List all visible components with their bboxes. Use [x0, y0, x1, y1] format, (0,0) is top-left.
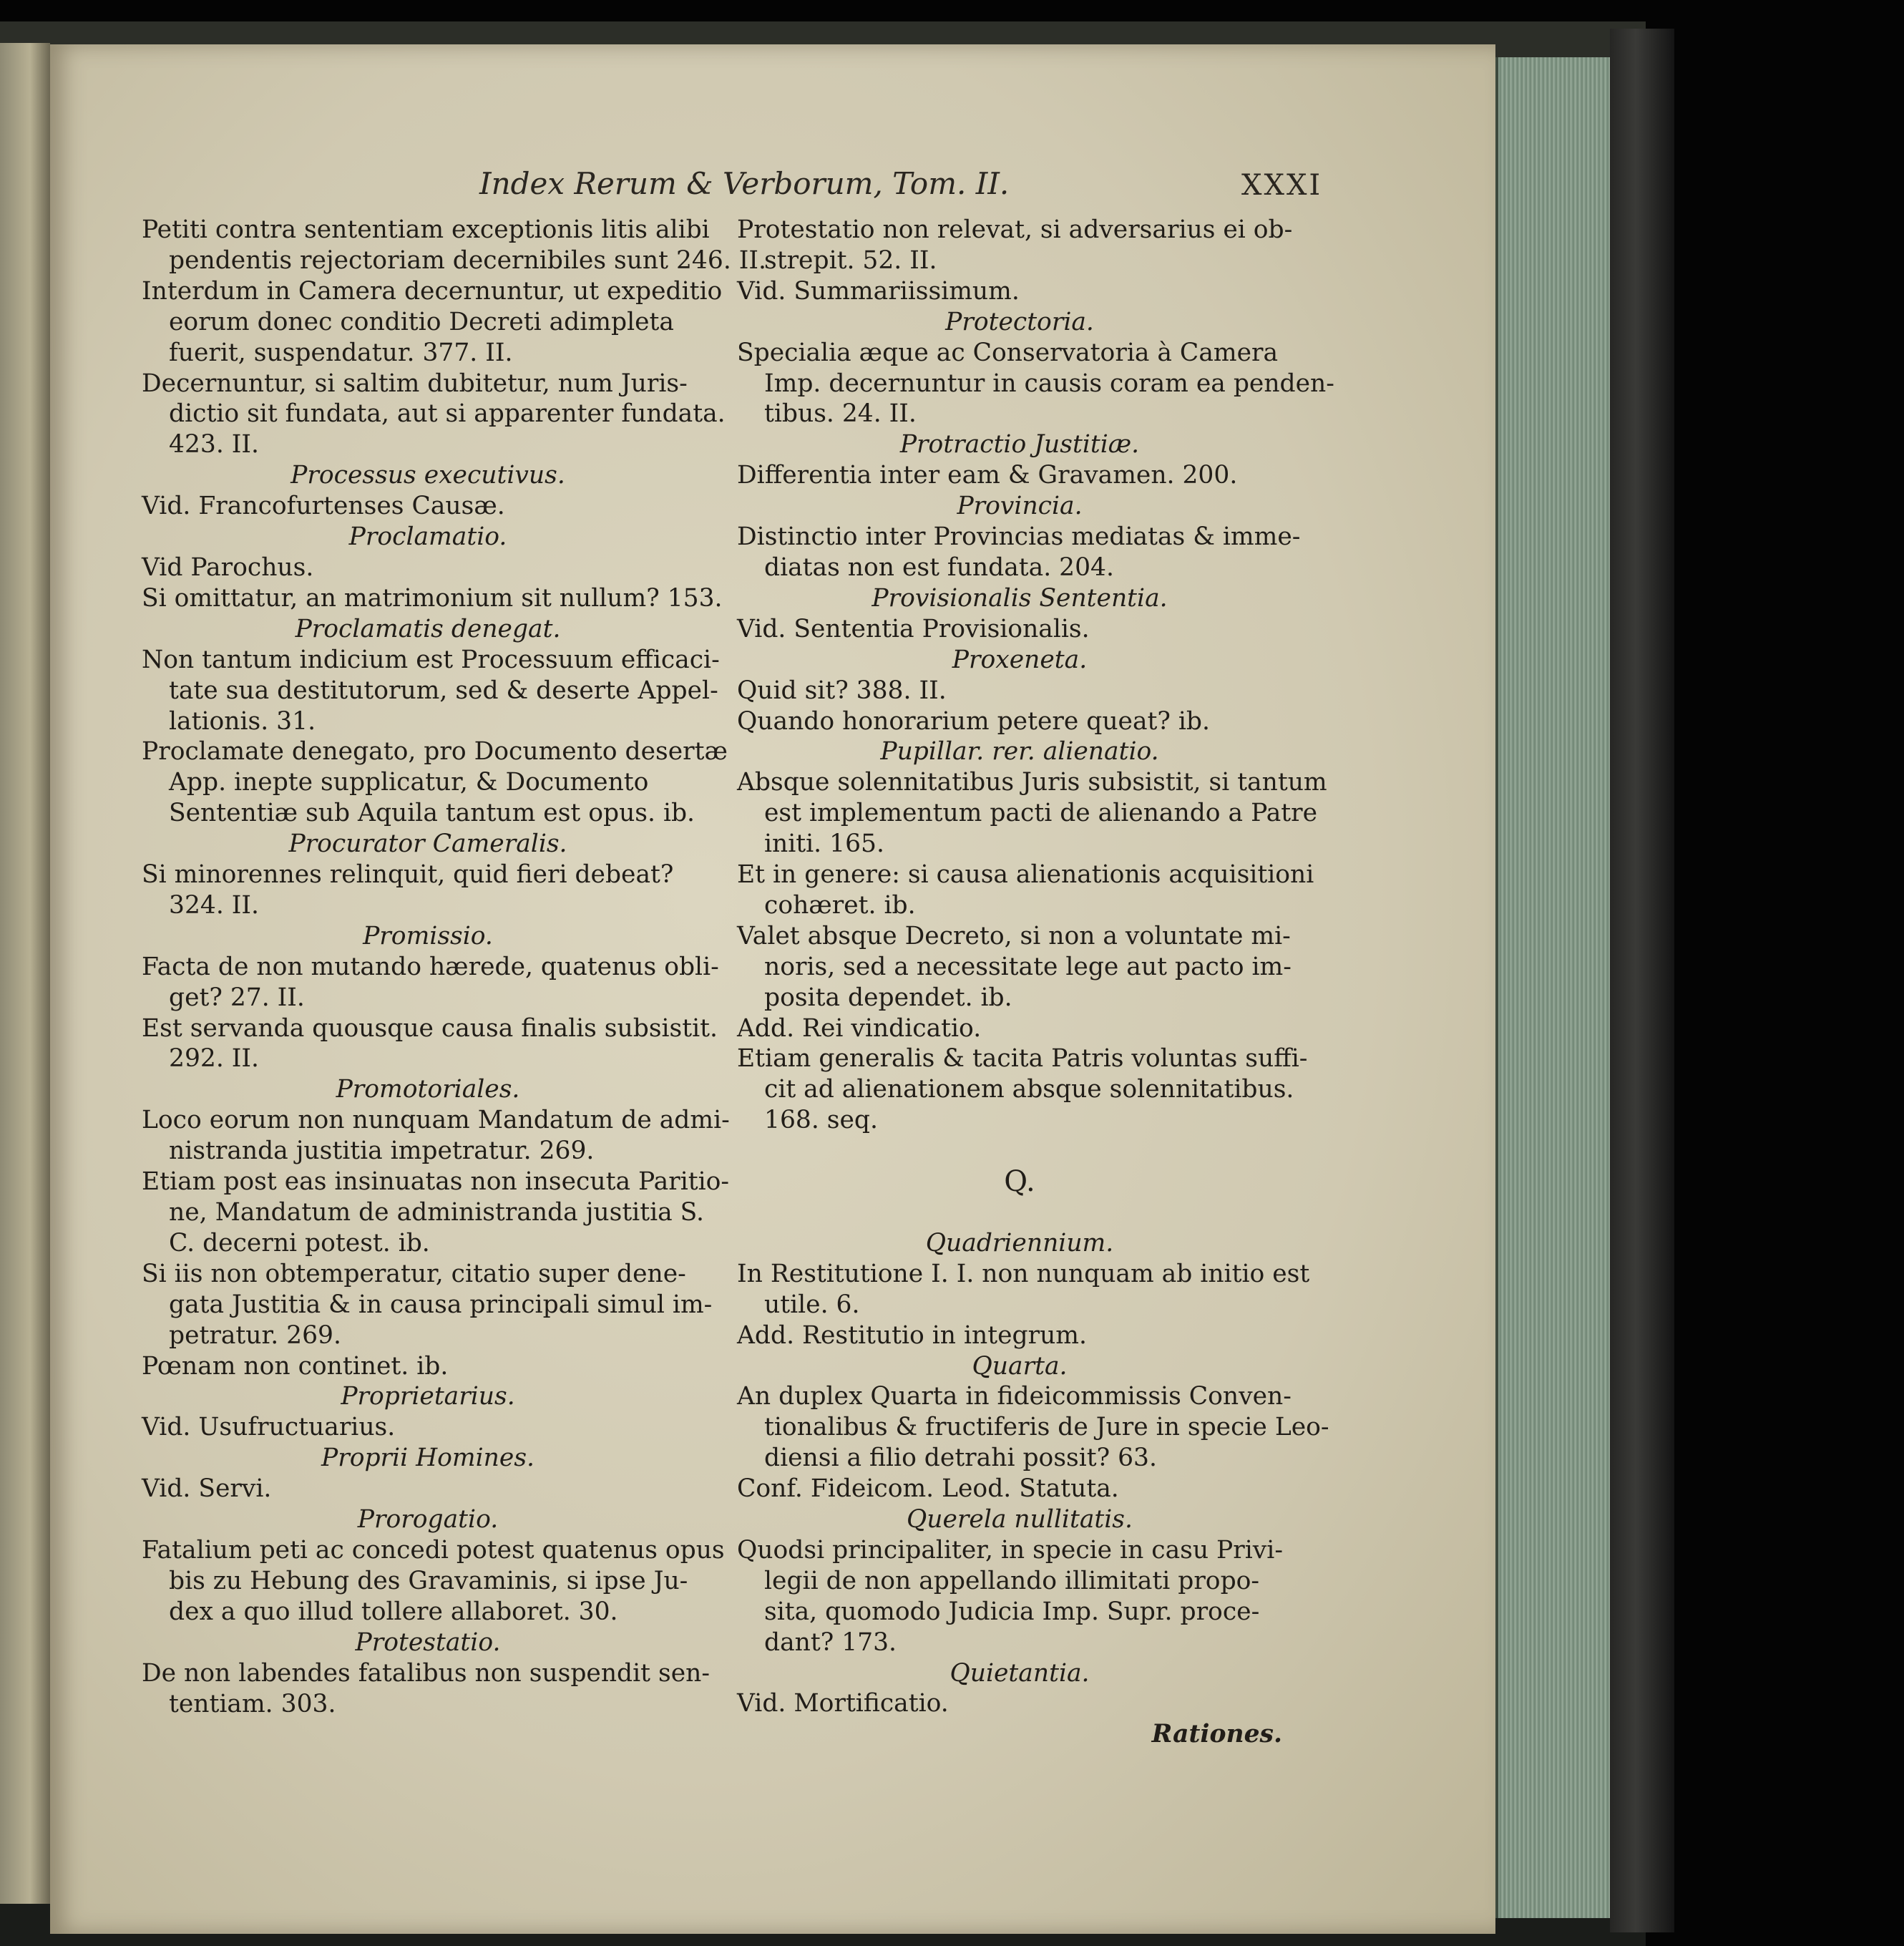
- index-heading: Proprietarius.: [341, 1382, 515, 1411]
- entry-line: Add. Rei vindicatio.: [737, 1013, 982, 1043]
- entry-continuation: legii de non appellando illimitati propo-: [764, 1566, 1260, 1595]
- entry-continuation: sita, quomodo Judicia Imp. Supr. proce-: [764, 1597, 1260, 1626]
- entry-line: Vid. Servi.: [142, 1474, 272, 1504]
- entry-continuation: get? 27. II.: [169, 983, 305, 1012]
- section-letter: Q.: [1004, 1165, 1035, 1199]
- entry-continuation: 168. seq.: [764, 1106, 878, 1135]
- entry-line: Pœnam non continet. ib.: [142, 1351, 449, 1381]
- index-heading: Promissio.: [363, 921, 493, 950]
- entry-continuation: 292. II.: [169, 1044, 260, 1074]
- entry-line: Quodsi principaliter, in specie in casu Privi-: [737, 1535, 1283, 1565]
- entry-line: Vid Parochus.: [142, 553, 314, 582]
- entry-continuation: posita dependet. ib.: [764, 983, 1012, 1012]
- entry-continuation: fuerit, suspendatur. 377. II.: [169, 338, 513, 367]
- index-heading: Processus executivus.: [291, 461, 565, 490]
- entry-line: Etiam generalis & tacita Patris voluntas suffi-: [737, 1044, 1308, 1074]
- entry-line: Vid. Mortificatio.: [737, 1689, 949, 1718]
- index-heading: Proxeneta.: [952, 645, 1088, 674]
- entry-continuation: tibus. 24. II.: [764, 399, 917, 429]
- entry-continuation: bis zu Hebung des Gravaminis, si ipse Ju-: [169, 1566, 688, 1595]
- entry-continuation: App. inepte supplicatur, & Documento: [169, 768, 649, 797]
- entry-line: Valet absque Decreto, si non a voluntate mi-: [737, 921, 1291, 950]
- entry-continuation: nistranda justitia impetratur. 269.: [169, 1137, 595, 1166]
- entry-continuation: noris, sed a necessitate lege aut pacto im-: [764, 952, 1292, 981]
- page-number: XXXI: [1241, 169, 1323, 202]
- entry-continuation: Sententiæ sub Aquila tantum est opus. ib.: [169, 799, 695, 828]
- index-heading: Pupillar. rer. alienatio.: [880, 737, 1159, 767]
- entry-line: Vid. Sententia Provisionalis.: [737, 614, 1090, 643]
- page-block-edge: [1495, 57, 1613, 1918]
- index-heading: Protractio Justitiæ.: [899, 430, 1140, 459]
- entry-continuation: petratur. 269.: [169, 1320, 341, 1350]
- entry-continuation: gata Justitia & in causa principali simul im-: [169, 1290, 713, 1319]
- entry-continuation: tentiam. 303.: [169, 1689, 336, 1718]
- entry-line: Etiam post eas insinuatas non insecuta Paritio-: [142, 1167, 730, 1197]
- entry-line: Vid. Francofurtenses Causæ.: [142, 492, 505, 521]
- entry-line: Conf. Fideicom. Leod. Statuta.: [737, 1474, 1119, 1504]
- entry-continuation: pendentis rejectoriam decernibiles sunt 246. II.: [169, 245, 766, 275]
- entry-line: Vid. Summariissimum.: [737, 276, 1020, 306]
- index-heading: Provisionalis Sententia.: [872, 583, 1168, 613]
- catchword: Rationes.: [1151, 1720, 1282, 1749]
- entry-line: De non labendes fatalibus non suspendit sen-: [142, 1658, 711, 1688]
- index-heading: Provincia.: [957, 492, 1083, 521]
- entry-continuation: utile. 6.: [764, 1290, 860, 1319]
- book-spine: [1610, 29, 1674, 1932]
- entry-continuation: diatas non est fundata. 204.: [764, 553, 1114, 582]
- entry-line: Si iis non obtemperatur, citatio super dene-: [142, 1259, 686, 1288]
- entry-line: In Restitutione I. I. non nunquam ab initio est: [737, 1259, 1310, 1288]
- entry-line: Differentia inter eam & Gravamen. 200.: [737, 461, 1238, 490]
- entry-line: Proclamate denegato, pro Documento desertæ: [142, 737, 728, 767]
- entry-line: Fatalium peti ac concedi potest quatenus opus: [142, 1535, 725, 1565]
- entry-continuation: ne, Mandatum de administranda justitia S.: [169, 1198, 705, 1227]
- entry-line: Si omittatur, an matrimonium sit nullum? 153.: [142, 583, 723, 613]
- entry-line: Quando honorarium petere queat? ib.: [737, 706, 1210, 736]
- index-heading: Quietantia.: [949, 1658, 1090, 1688]
- entry-line: Et in genere: si causa alienationis acquisitioni: [737, 860, 1314, 890]
- index-heading: Proclamatio.: [348, 522, 507, 552]
- facing-page-edge: [0, 43, 50, 1904]
- index-heading: Quadriennium.: [925, 1228, 1114, 1257]
- entry-line: Facta de non mutando hærede, quatenus obli-: [142, 952, 719, 981]
- entry-line: Interdum in Camera decernuntur, ut expeditio: [142, 276, 723, 306]
- index-heading: Procurator Cameralis.: [288, 830, 567, 859]
- entry-line: Distinctio inter Provincias mediatas & imme-: [737, 522, 1301, 552]
- left-column: [142, 215, 766, 1719]
- entry-line: Protestatio non relevat, si adversarius ei ob-: [737, 215, 1293, 244]
- entry-line: An duplex Quarta in fideicommissis Conven-: [737, 1382, 1292, 1411]
- entry-continuation: eorum donec conditio Decreti adimpleta: [169, 307, 674, 336]
- entry-line: Absque solennitatibus Juris subsistit, si tantum: [737, 768, 1327, 797]
- entry-line: Specialia æque ac Conservatoria à Camera: [737, 338, 1279, 367]
- entry-line: Si minorennes relinquit, quid fieri debeat?: [142, 860, 674, 890]
- entry-line: Decernuntur, si saltim dubitetur, num Juris-: [142, 369, 688, 398]
- entry-continuation: cit ad alienationem absque solennitatibus.: [764, 1075, 1294, 1104]
- index-heading: Querela nullitatis.: [907, 1505, 1133, 1534]
- entry-continuation: dant? 173.: [764, 1628, 897, 1657]
- entry-continuation: Imp. decernuntur in causis coram ea penden-: [764, 369, 1334, 398]
- entry-continuation: dex a quo illud tollere allaboret. 30.: [169, 1597, 618, 1626]
- entry-continuation: diensi a filio detrahi possit? 63.: [764, 1444, 1157, 1473]
- entry-line: Vid. Usufructuarius.: [142, 1413, 396, 1442]
- right-column: [737, 215, 1334, 1750]
- index-heading: Promotoriales.: [336, 1075, 520, 1104]
- entry-continuation: est implementum pacti de alienando a Patre: [764, 799, 1318, 828]
- entry-continuation: lationis. 31.: [169, 706, 316, 736]
- entry-line: Quid sit? 388. II.: [737, 676, 947, 705]
- spacer: [737, 1197, 1302, 1228]
- index-heading: Quarta.: [972, 1351, 1068, 1381]
- entry-continuation: 324. II.: [169, 890, 260, 920]
- running-title: Index Rerum & Verborum, Tom. II.: [479, 166, 1010, 201]
- entry-continuation: tate sua destitutorum, sed & deserte Appel-: [169, 676, 718, 705]
- index-heading: Prorogatio.: [357, 1505, 499, 1534]
- entry-line: Non tantum indicium est Processuum efficaci-: [142, 645, 720, 674]
- entry-line: Petiti contra sententiam exceptionis litis alibi: [142, 215, 710, 244]
- entry-continuation: initi. 165.: [764, 830, 884, 859]
- entry-continuation: C. decerni potest. ib.: [169, 1228, 430, 1257]
- entry-line: Loco eorum non nunquam Mandatum de admi-: [142, 1106, 730, 1135]
- entry-continuation: 423. II.: [169, 430, 260, 459]
- entry-line: Est servanda quousque causa finalis subsistit.: [142, 1013, 718, 1043]
- entry-continuation: strepit. 52. II.: [764, 245, 937, 275]
- index-heading: Protestatio.: [355, 1628, 501, 1657]
- index-heading: Proprii Homines.: [321, 1444, 534, 1473]
- entry-continuation: tionalibus & fructiferis de Jure in specie Leo-: [764, 1413, 1329, 1442]
- spacer: [737, 1136, 1302, 1167]
- index-heading: Proclamatis denegat.: [295, 614, 561, 643]
- index-heading: Protectoria.: [945, 307, 1094, 336]
- entry-line: Add. Restitutio in integrum.: [737, 1320, 1087, 1350]
- entry-continuation: cohæret. ib.: [764, 890, 916, 920]
- entry-continuation: dictio sit fundata, aut si apparenter fundata.: [169, 399, 726, 429]
